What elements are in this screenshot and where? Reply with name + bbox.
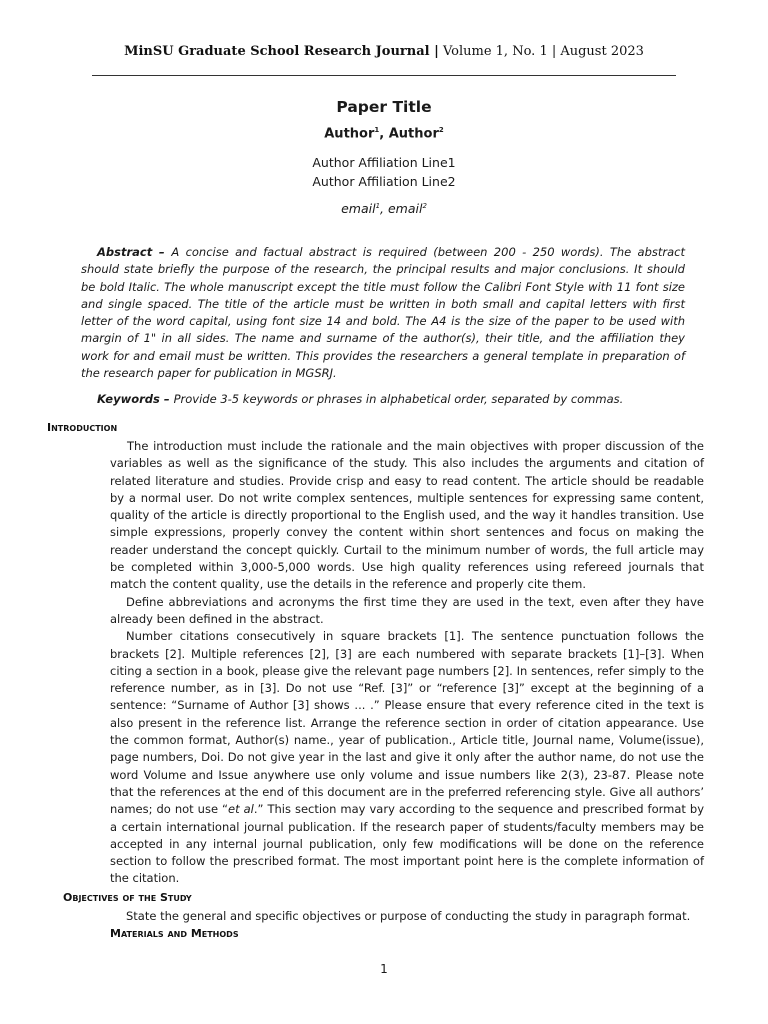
objectives-body (110, 908, 704, 925)
section-heading-introduction: Introduction (47, 421, 118, 434)
author-name: Author (324, 126, 375, 142)
paragraph: The introduction must include the rationale and the main objectives with proper discussion of the variables as well as the significance of the study. This also includes the arguments and citation of related literature and studies. Provide crisp and easy to read content. The article should be readable by a normal user. Do not write complex sentences, multiple sentences for expressing same content, quality of the article is directly proportional to the English used, and the way it handles transition. Use simple expressions, properly convey the content within short sentences and focus on making the reader understand the concept quickly. Curtail to the minimum number of words, the full article may be completed within 3,000-5,000 words. Use high quality references using refereed journals that match the content quality, use the details in the reference and properly cite them. (110, 439, 704, 592)
paragraph: State the general and specific objectives or purpose of conducting the study in paragraph format. (126, 909, 691, 923)
email-text: email (341, 201, 376, 216)
email-superscript: 2 (422, 201, 427, 210)
author-name: , Author (379, 126, 439, 142)
page-number: 1 (380, 962, 388, 976)
running-header (0, 44, 768, 59)
introduction-body (110, 438, 704, 888)
section-heading-materials: Materials and Methods (110, 927, 239, 940)
abstract-label: Abstract – (97, 245, 172, 259)
header-rule (92, 75, 676, 76)
journal-name: MinSU Graduate School Research Journal | (124, 44, 439, 59)
keywords-block (97, 392, 687, 406)
keywords-text: Provide 3-5 keywords or phrases in alphabetical order, separated by commas. (173, 392, 624, 406)
paragraph-text: Number citations consecutively in square brackets [1]. The sentence punctuation follows the brackets [2]. Multiple references [2], [3] are each numbered with separate brackets [1]–[3]. When citing a section in a book, please give the relevant page numbers [2]. In sentences, refer simply to the reference number, as in [3]. Do not use “Ref. [3]” or “reference [3]” except at the beginning of a sentence: “Surname of Author [3] shows ... .” Please ensure that every reference cited in the text is also present in the reference list. Arrange the reference section in order of citation appearance. Use the common format, Author(s) name., year of publication., Article title, Journal name, Volume(issue), page numbers, Doi. Do not give year in the last and give it only after the author name, do not use the word Volume and Issue anywhere use only volume and issue numbers like 2(3), 23-87. Please note that the references at the end of this document are in the preferred referencing style. Give all authors’ names; do not use “ (110, 629, 704, 817)
paragraph (110, 628, 704, 887)
paper-title: Paper Title (336, 98, 432, 116)
abstract-block (81, 244, 685, 382)
journal-issue: Volume 1, No. 1 | August 2023 (438, 44, 644, 59)
paragraph: Define abbreviations and acronyms the first time they are used in the text, even after they have already been defined in the abstract. (110, 594, 704, 626)
email-line (0, 201, 768, 216)
author-superscript: 2 (438, 126, 444, 134)
paragraph-text: .” This section may vary according to the sequence and prescribed format by a certain international journal publication. If the research paper of students/faculty members may be accepted in any internal journal publication, only few modifications will be done on the reference section to follow the prescribed format. The most important point here is the complete information of the citation. (110, 802, 705, 886)
author-superscript: 1 (374, 126, 380, 134)
abstract-text: A concise and factual abstract is required (between 200 - 250 words). The abstract should state briefly the purpose of the research, the principal results and major conclusions. It should be bold Italic. The whole manuscript except the title must follow the Calibri Font Style with 11 font size and single spaced. The title of the article must be written in both small and capital letters with first letter of the word capital, using font size 14 and bold. The A4 is the size of the paper to be used with margin of 1" in all sides. The name and surname of the author(s), their title, and the affiliation they work for and email must be written. This provides the researchers a general template in preparation of the research paper for publication in MGSRJ. (81, 245, 685, 381)
author-line (0, 126, 768, 141)
section-heading-objectives: Objectives of the Study (63, 891, 192, 904)
email-text: , email (380, 201, 423, 216)
email-superscript: 1 (375, 201, 381, 210)
keywords-label: Keywords – (97, 392, 174, 406)
affiliation-line-1: Author Affiliation Line1 (312, 155, 456, 170)
affiliation-line-2: Author Affiliation Line2 (312, 174, 456, 189)
emphasis-text: et al (228, 802, 254, 817)
